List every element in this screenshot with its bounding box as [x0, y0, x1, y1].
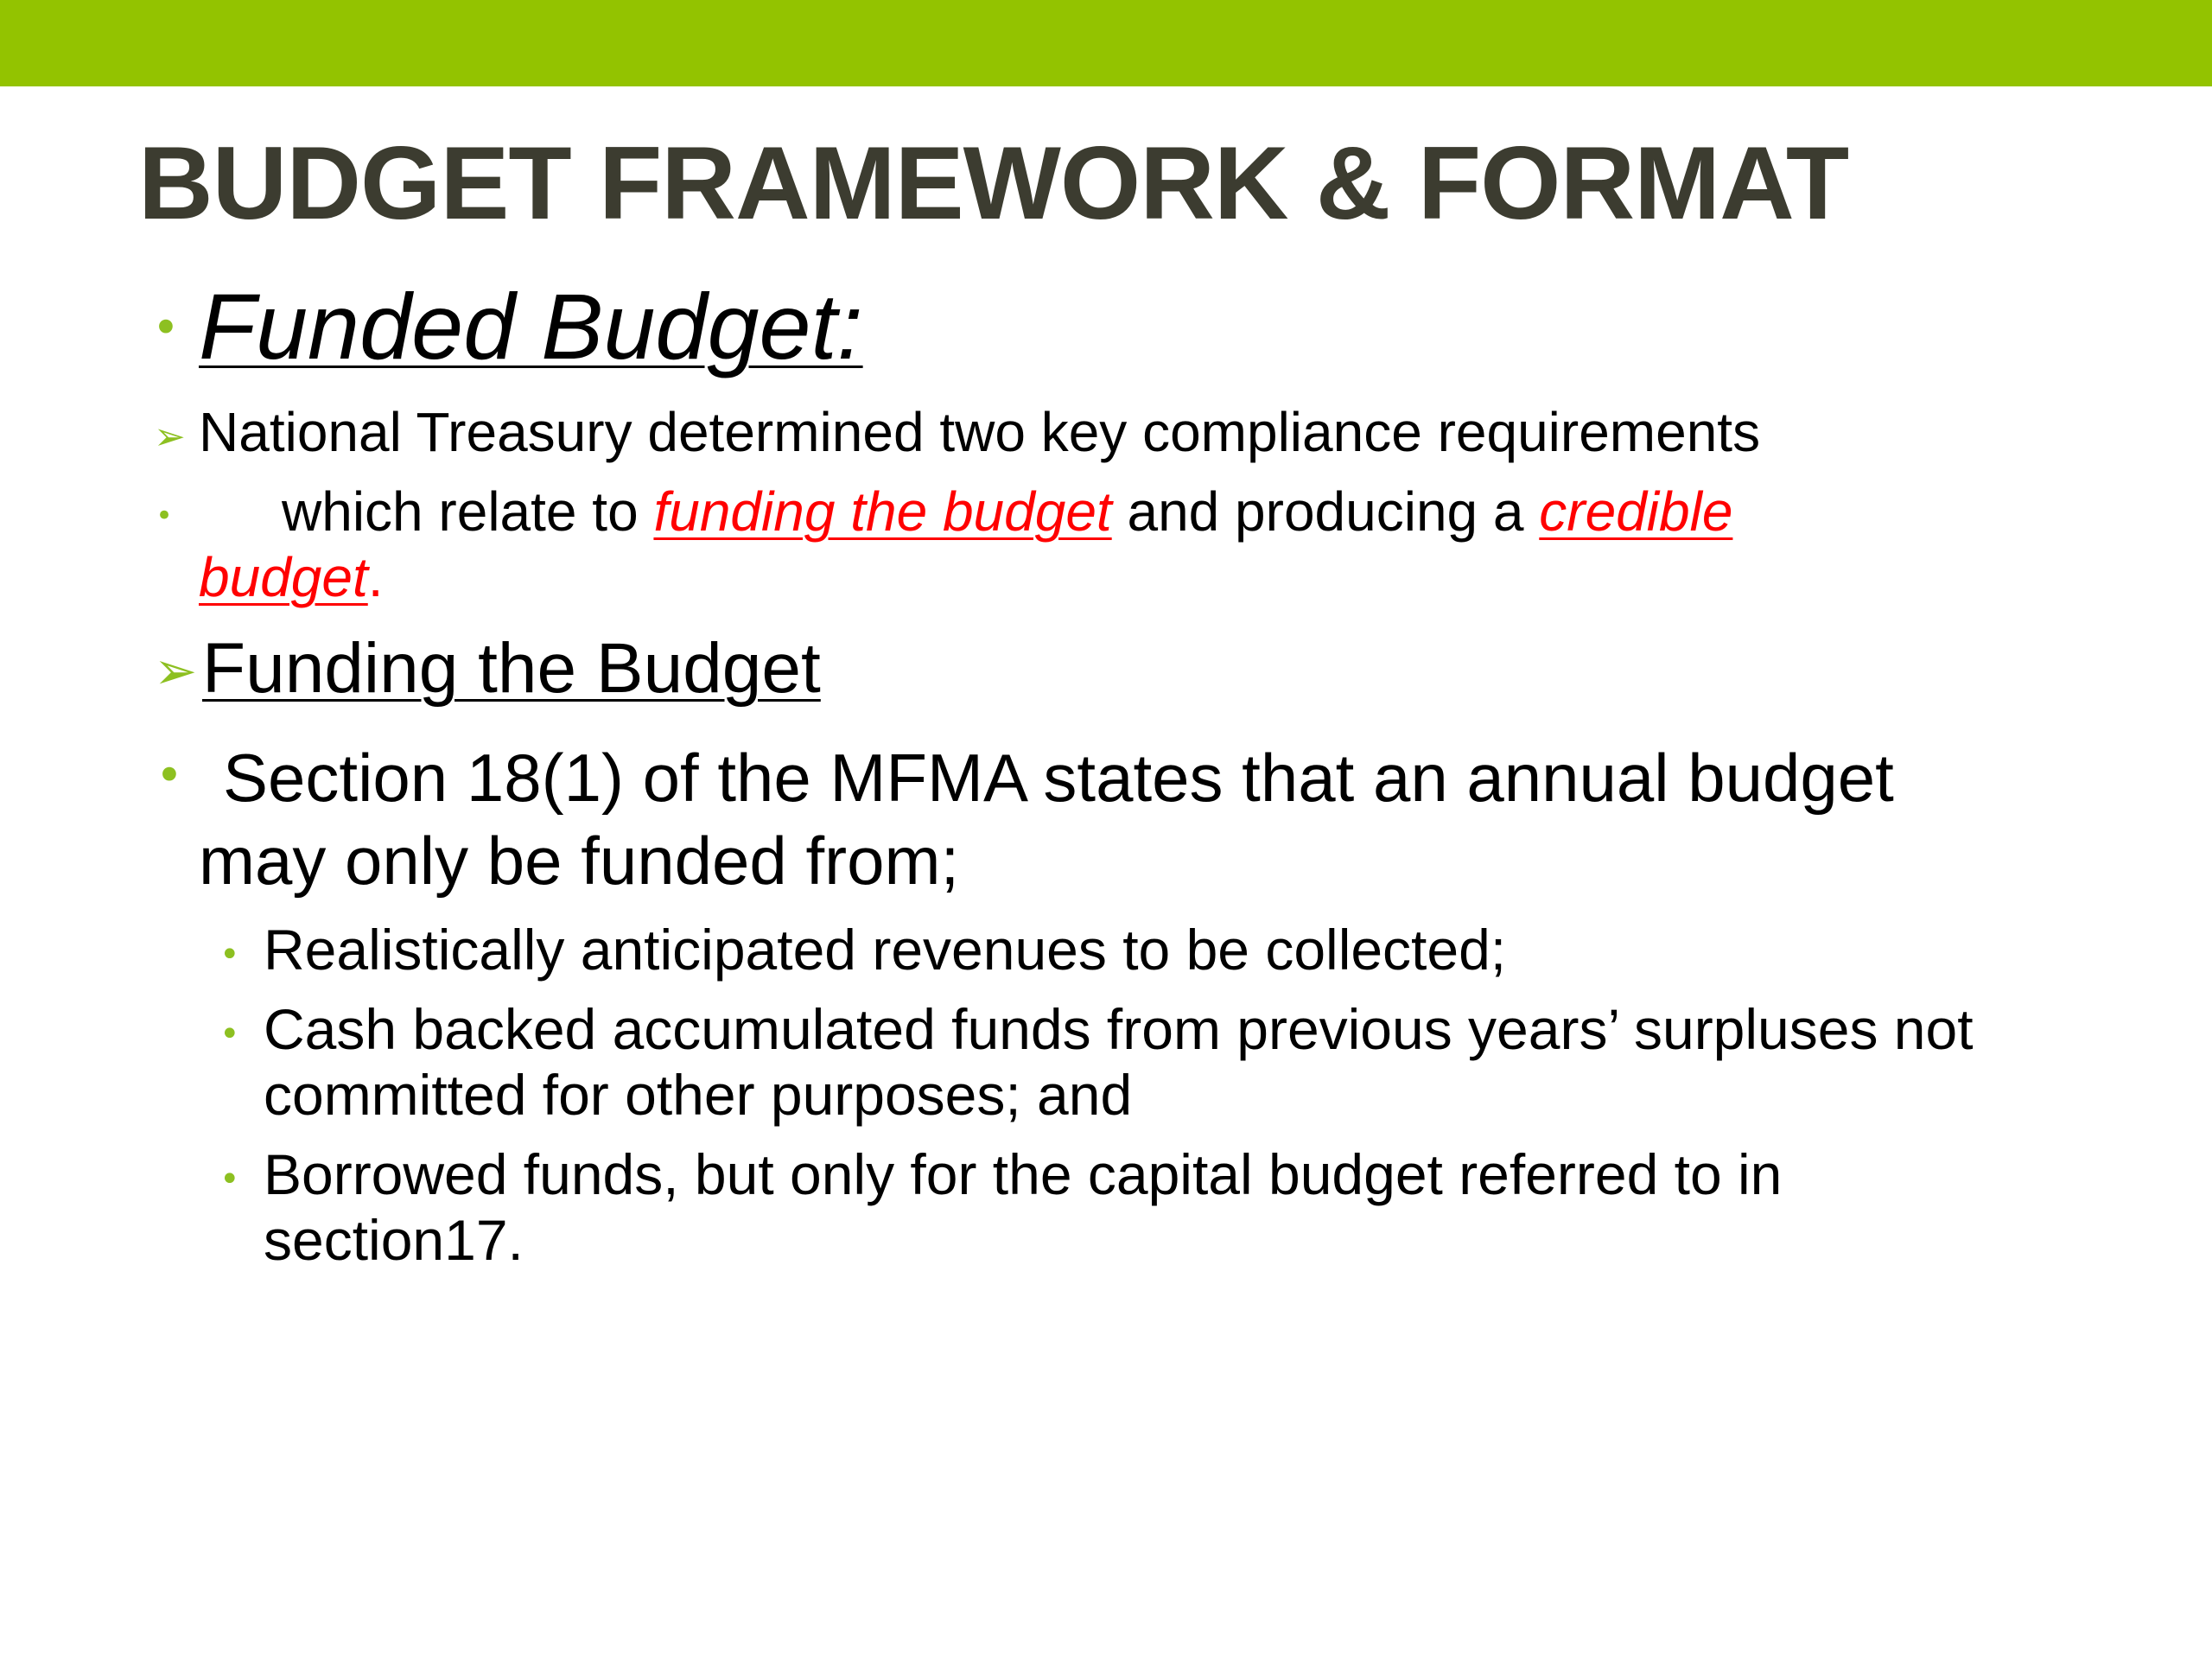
slide-title: BUDGET FRAMEWORK & FORMAT	[138, 125, 1849, 241]
funding-the-budget-heading: Funding the Budget	[202, 629, 821, 708]
bullet-dot-icon: •	[219, 1160, 240, 1199]
arrow-bullet-icon: ➢	[154, 415, 186, 459]
funded-budget-heading: Funded Budget:	[199, 274, 863, 378]
funding-source-1: Realistically anticipated revenues to be collected;	[264, 918, 1507, 982]
funding-source-2-line-2: committed for other purposes; and	[264, 1063, 1133, 1127]
treasury-line: National Treasury determined two key compliance requirements	[199, 401, 1761, 463]
section-18-line-2: may only be funded from;	[199, 823, 960, 899]
credible-emphasis: credible	[1539, 480, 1733, 543]
bullet-dot-icon: •	[156, 499, 174, 533]
relate-line-continued	[199, 544, 384, 610]
arrow-bullet-icon: ➢	[154, 641, 198, 702]
top-accent-bar	[0, 0, 2212, 86]
relate-text-2: and producing a	[1111, 480, 1540, 543]
budget-emphasis: budget	[199, 546, 368, 608]
section-18-line-1: Section 18(1) of the MFMA states that an annual budget	[223, 740, 1894, 816]
bullet-dot-icon: •	[219, 935, 240, 975]
funding-the-budget-emphasis: funding the budget	[653, 480, 1112, 543]
relate-line	[282, 479, 1732, 544]
relate-text-1: which relate to	[282, 480, 654, 543]
bullet-dot-icon: •	[156, 748, 183, 803]
bullet-dot-icon: •	[152, 301, 180, 355]
relate-period: .	[367, 546, 384, 608]
funding-source-3-line-1: Borrowed funds, but only for the capital budget referred to in	[264, 1142, 1783, 1206]
bullet-dot-icon: •	[219, 1014, 240, 1054]
funding-source-2-line-1: Cash backed accumulated funds from previous years’ surpluses not	[264, 997, 1974, 1061]
funding-source-3-line-2: section17.	[264, 1208, 524, 1272]
